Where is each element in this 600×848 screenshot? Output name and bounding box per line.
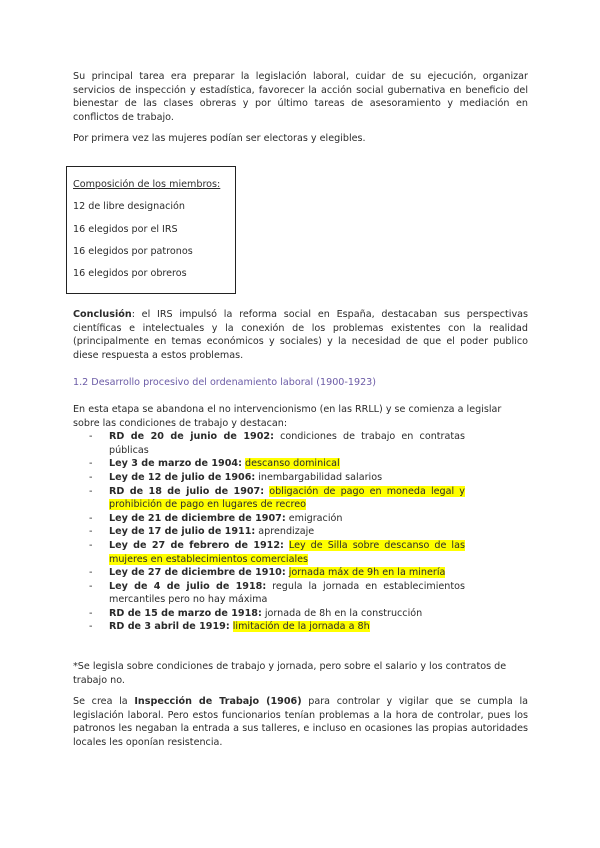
lower-content [73,308,528,750]
highlight: obligación de pago en moneda legal y prohibición de pago en lugares de recreo [109,485,465,511]
list-item: - RD de 18 de julio de 1907: obligación de pago en moneda legal y prohibición de pago en lugares de recreo [89,485,465,511]
list-item: - Ley de 4 de julio de 1918: regula la jornada en establecimientos mercantiles pero no hay máxima [89,580,465,606]
member-item: 16 elegidos por patronos [73,245,193,257]
list-item: - Ley de 27 de febrero de 1912: Ley de Silla sobre descanso de las mujeres en establecimientos comerciales [89,539,465,565]
list-item: - RD de 15 de marzo de 1918: jornada de 8h en la construcción [89,607,423,619]
page-content [73,70,528,146]
list-item: - Ley 3 de marzo de 1904: descanso dominical [89,458,340,470]
section-heading: 1.2 Desarrollo procesivo del ordenamiento laboral (1900-1923) [73,377,377,389]
paragraph-women: Por primera vez las mujeres podían ser electoras y elegibles. [73,133,366,145]
list-item: - Ley de 21 de diciembre de 1907: emigración [89,512,343,524]
conclusion-label: Conclusión [73,309,132,320]
paragraph-intro: En esta etapa se abandona el no intervencionismo (en las RRLL) y se comienza a legislar sobre las condiciones de trabajo y destacan: [73,403,502,429]
paragraph-inspection: Se crea la Inspección de Trabajo (1906) para controlar y vigilar que se cumpla la legislación laboral. Pero estos funcionarios tenían problemas a la hora de controlar, pues los patronos les negaban la entrada a sus talleres, e incluso en ocasiones las propias autoridades locales les oponían resistencia. [73,696,528,749]
list-item: - Ley de 17 de julio de 1911: aprendizaje [89,526,315,538]
list-item: - Ley de 12 de julio de 1906: inembargabilidad salarios [89,471,383,483]
member-item: 16 elegidos por obreros [73,268,187,280]
list-item: - Ley de 27 de diciembre de 1910: jornada máx de 9h en la minería [89,567,446,579]
paragraph-note: *Se legisla sobre condiciones de trabajo y jornada, pero sobre el salario y los contratos de trabajo no. [73,661,507,686]
members-box [66,166,236,294]
members-title: Composición de los miembros: [73,179,221,190]
highlight: Ley de Silla sobre descanso de las mujeres en establecimientos comerciales [109,539,465,565]
highlight: jornada máx de 9h en la minería [288,567,446,579]
inspection-bold: Inspección de Trabajo (1906) [134,696,302,708]
list-item: - RD de 3 abril de 1919: limitación de la jornada a 8h [89,621,370,633]
paragraph-tasks: Su principal tarea era preparar la legislación laboral, cuidar de su ejecución, organizar servicios de inspección y estadística, favorecer la acción social gubernativa en beneficio del bienestar de las clases obreras y por último tareas de asesoramiento y mediación en conflictos de trabajo. [73,71,528,123]
list-item: - RD de 20 de junio de 1902: condiciones de trabajo en contratas públicas [89,431,465,456]
paragraph-conclusion [73,308,528,362]
highlight: descanso dominical [244,458,340,470]
member-item: 16 elegidos por el IRS [73,223,178,235]
member-item: 12 de libre designación [73,201,186,213]
conclusion-text: : el IRS impulsó la reforma social en España, destacaban sus perspectivas científicas e intelectuales y la conexión de los problemas existentes con la realidad (principalmente en temas económicos y sociales) y la necesidad de que el poder publico diese respuesta a estos problemas. [73,309,528,361]
laws-list [73,430,528,634]
highlight: limitación de la jornada a 8h [232,621,370,633]
